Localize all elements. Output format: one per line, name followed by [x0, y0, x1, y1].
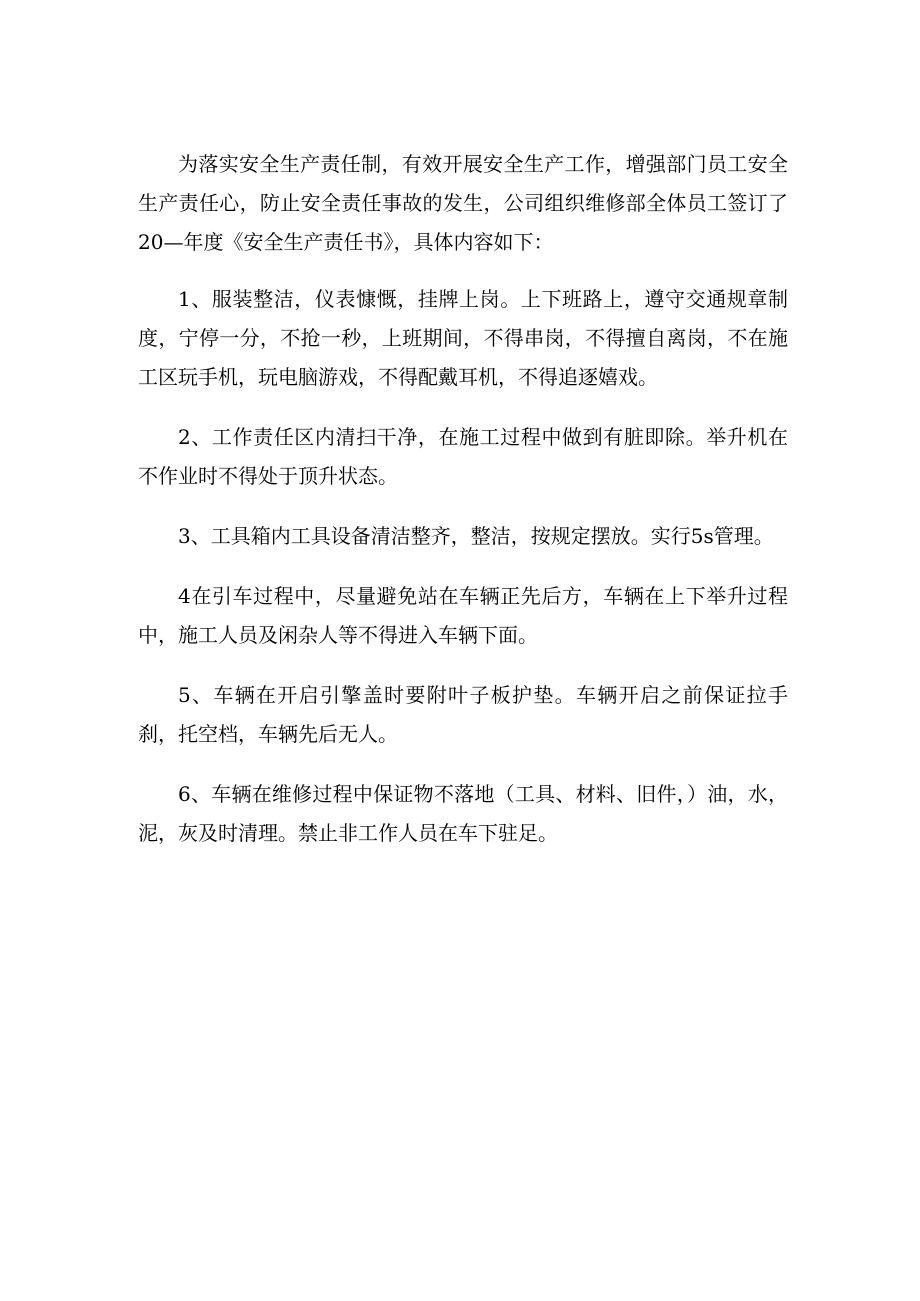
document-body — [138, 145, 788, 853]
paragraph-spacer — [138, 496, 788, 517]
item-5-paragraph: 5、车辆在开启引擎盖时要附叶子板护垫。车辆开启之前保证拉手刹，托空档，车辆先后无人。 — [138, 683, 788, 746]
item-6-paragraph: 6、车辆在维修过程中保证物不落地（工具、材料、旧件，）油，水，泥，灰及时清理。禁止非工作人员在车下驻足。 — [138, 782, 788, 845]
item-2-paragraph: 2、工作责任区内清扫干净，在施工过程中做到有脏即除。举升机在不作业时不得处于顶升状态。 — [138, 425, 788, 488]
paragraph-spacer — [138, 397, 788, 418]
paragraph-spacer — [138, 556, 788, 577]
item-4-paragraph: 4在引车过程中，尽量避免站在车辆正先后方，车辆在上下举升过程中，施工人员及闲杂人等不得进入车辆下面。 — [138, 584, 788, 647]
intro-paragraph: 为落实安全生产责任制，有效开展安全生产工作，增强部门员工安全生产责任心，防止安全责任事故的发生，公司组织维修部全体员工签订了20—年度《安全生产责任书》，具体内容如下： — [138, 152, 788, 254]
paragraph-spacer — [138, 754, 788, 775]
item-1-paragraph: 1、服装整洁，仪表慷慨，挂牌上岗。上下班路上，遵守交通规章制度，宁停一分，不抢一秒，上班期间，不得串岗，不得擅自离岗，不在施工区玩手机，玩电脑游戏，不得配戴耳机，不得追逐嬉戏。 — [138, 287, 788, 389]
paragraph-spacer — [138, 262, 788, 280]
item-3-paragraph: 3、工具箱内工具设备清洁整齐，整洁，按规定摆放。实行5s管理。 — [178, 524, 774, 548]
paragraph-spacer — [138, 655, 788, 676]
